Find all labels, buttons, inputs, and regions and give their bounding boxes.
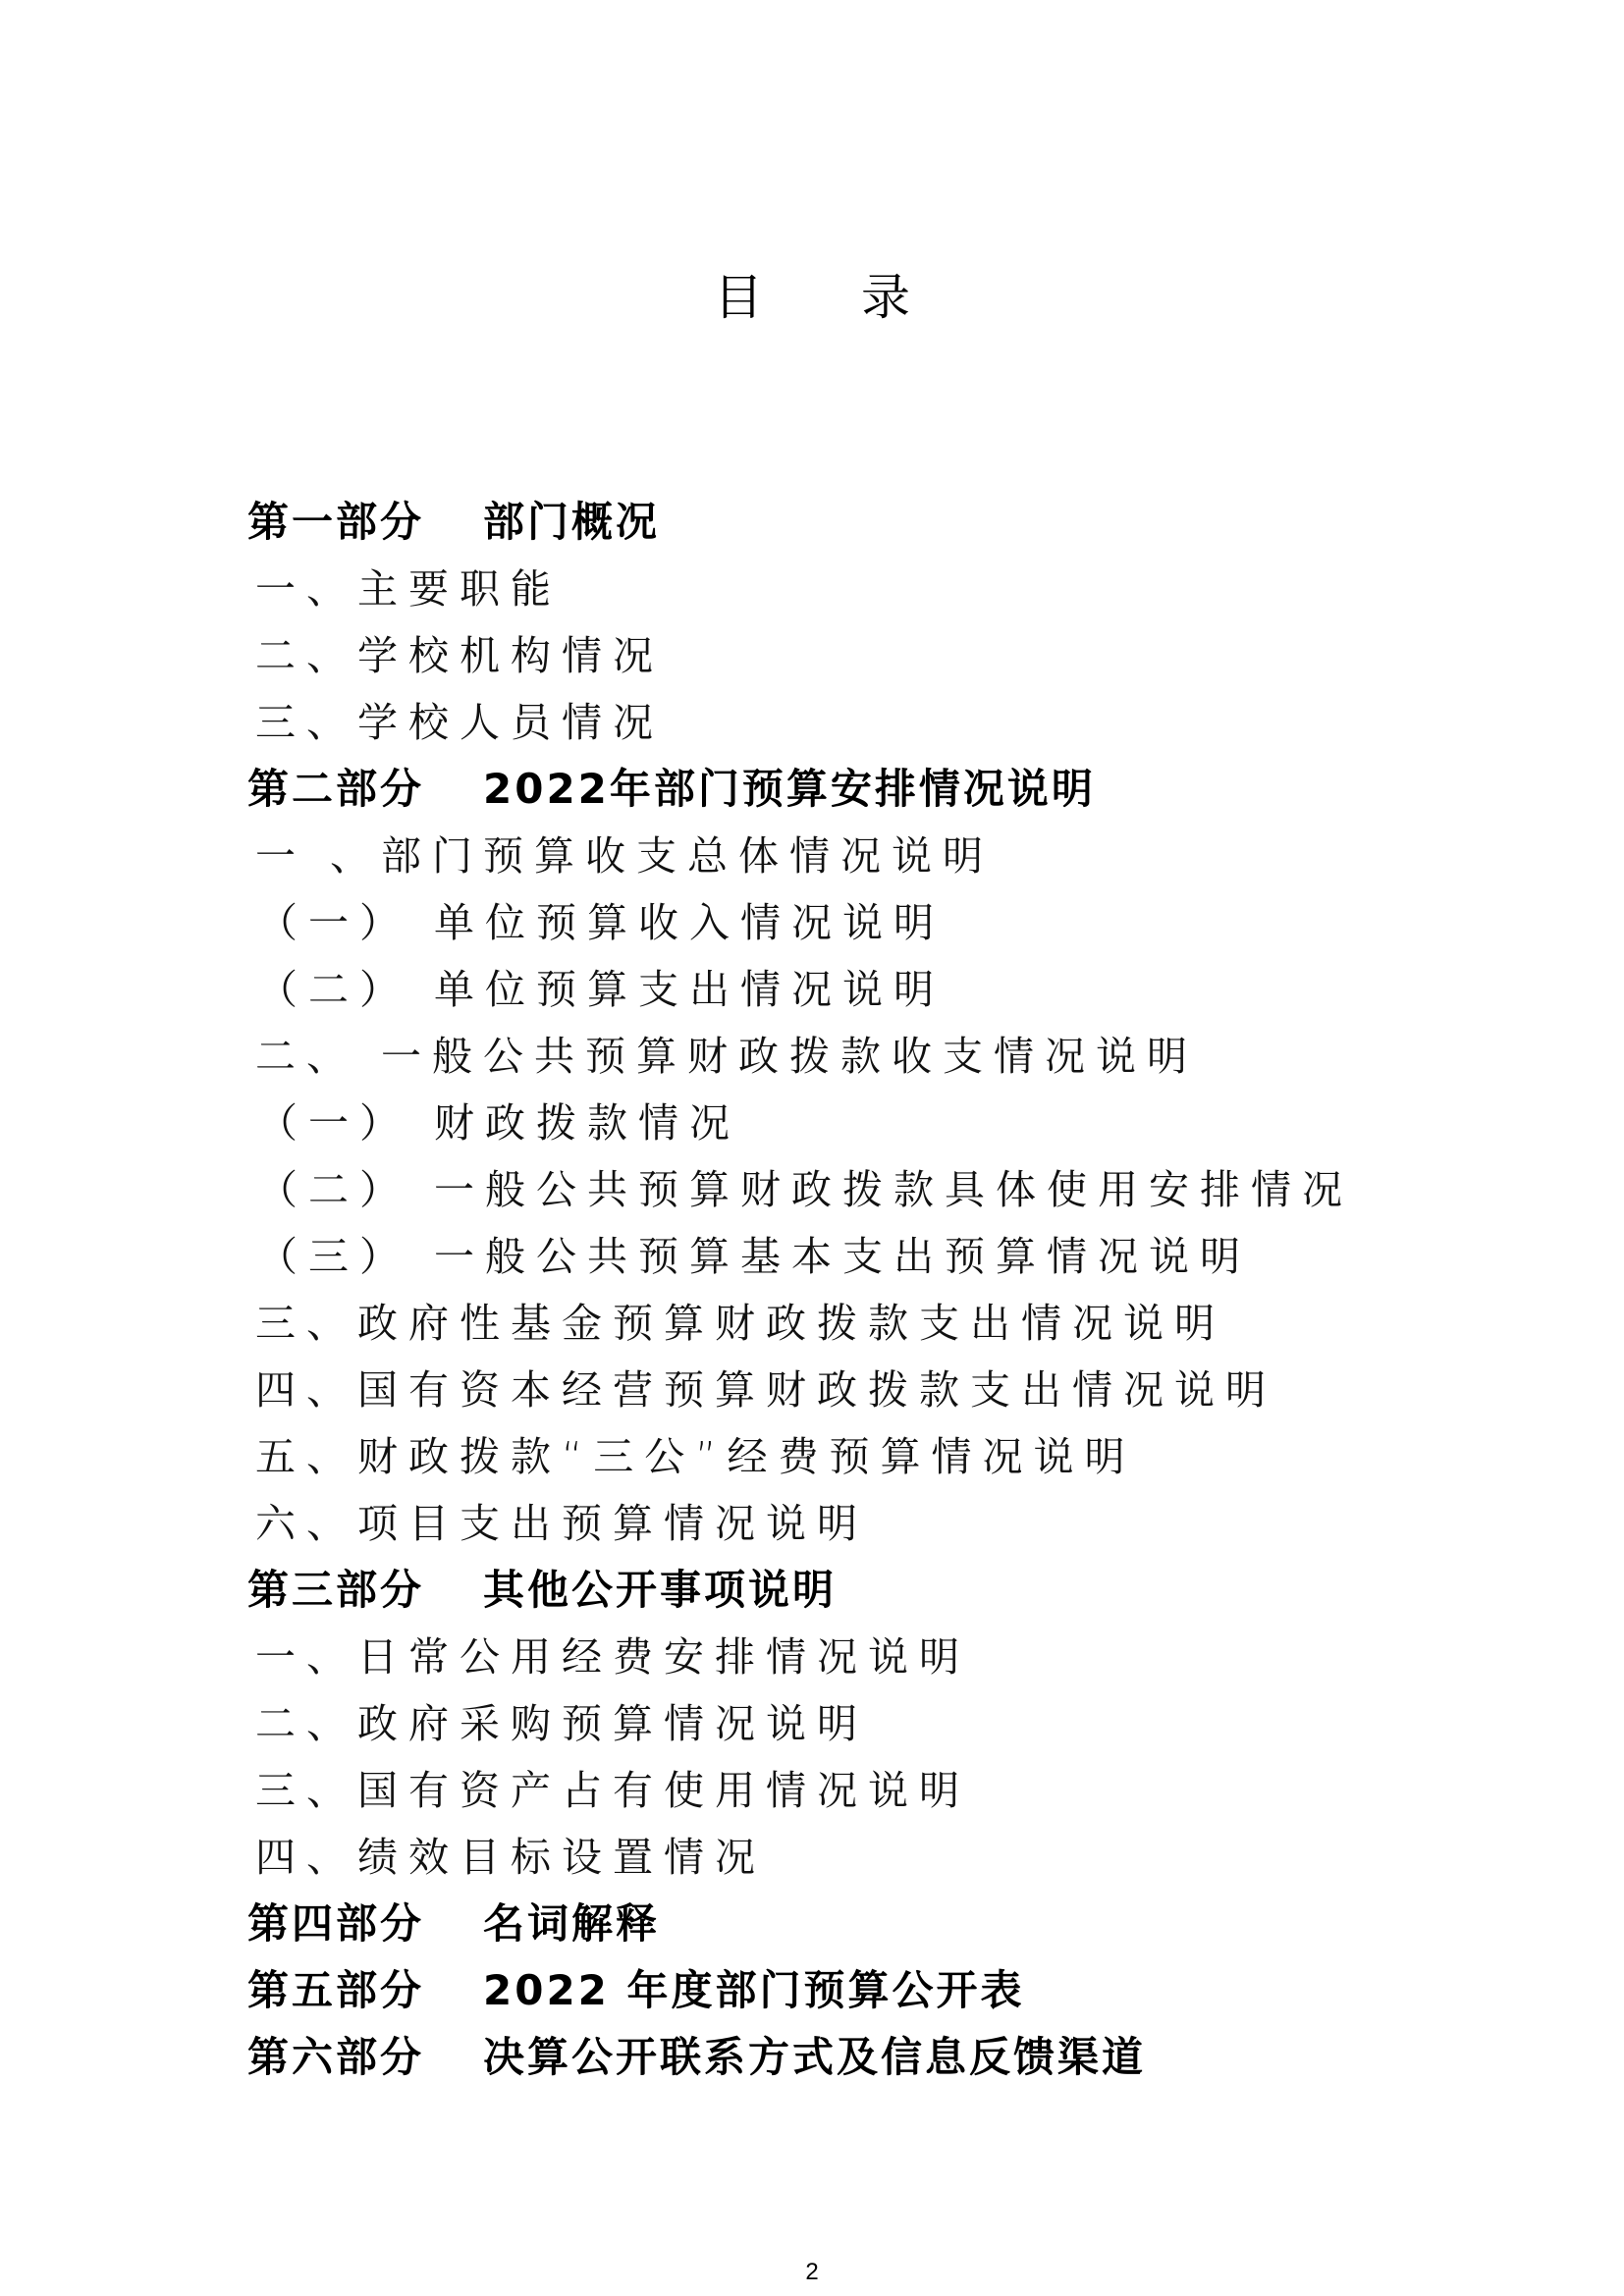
part-number: 第六部分 [247, 2033, 425, 2081]
toc-item [255, 1027, 1198, 1086]
toc-item-text: 三、国有资产占有使用情况说明 [255, 1767, 970, 1814]
page-number: 2 [805, 2259, 819, 2285]
toc-item [255, 693, 664, 752]
part-title: 名词解释 [483, 1899, 661, 1948]
toc-item-text: （一） 财政拨款情况 [257, 1099, 741, 1147]
part-number: 第三部分 [247, 1566, 425, 1614]
toc-part-heading [247, 760, 1096, 819]
toc-part-heading [247, 1561, 837, 1620]
toc-item [255, 1694, 868, 1753]
toc-item [255, 1361, 1276, 1419]
part-title: 其他公开事项说明 [483, 1566, 838, 1614]
toc-item-text: 四、绩效目标设置情况 [255, 1834, 766, 1881]
toc-item [255, 1427, 1135, 1486]
toc-item-text: 二、政府采购预算情况说明 [255, 1700, 868, 1747]
toc-item-text: 一 、部门预算收支总体情况说明 [255, 832, 995, 880]
part-title: 决算公开联系方式及信息反馈渠道 [483, 2033, 1147, 2081]
toc-item-text: 二、学校机构情况 [255, 632, 664, 679]
toc-item-text: 三、政府性基金预算财政拨款支出情况说明 [255, 1300, 1225, 1347]
part-number: 第五部分 [247, 1966, 425, 2014]
toc-item [257, 893, 945, 952]
toc-item [255, 1828, 766, 1887]
toc-item-text: 六、项目支出预算情况说明 [255, 1500, 868, 1547]
part-number: 第四部分 [247, 1899, 425, 1948]
toc-part-heading [247, 1895, 660, 1953]
part-number: 第一部分 [247, 498, 425, 546]
toc-item [257, 1160, 1353, 1219]
toc-item [255, 1294, 1225, 1353]
toc-part-heading [247, 1961, 1025, 2020]
toc-item-text: （三） 一般公共预算基本支出预算情况说明 [257, 1233, 1252, 1280]
toc-part-heading [247, 493, 660, 552]
page-title: 目 录 [714, 269, 951, 326]
part-number: 第二部分 [247, 765, 425, 813]
toc-item [257, 960, 945, 1019]
part-title: 2022年部门预算安排情况说明 [483, 765, 1096, 813]
toc-item-text: 一、主要职能 [255, 565, 562, 613]
toc-item [255, 560, 562, 618]
toc-item-text: （二） 单位预算支出情况说明 [257, 966, 946, 1013]
toc-item [255, 1761, 970, 1820]
toc-item-text: （一） 单位预算收入情况说明 [257, 899, 946, 946]
toc-part-heading [247, 2028, 1146, 2087]
toc-item [255, 1494, 868, 1553]
toc-item-text: 四、国有资本经营预算财政拨款支出情况说明 [255, 1366, 1276, 1414]
toc-item-text: 一、日常公用经费安排情况说明 [255, 1633, 970, 1681]
toc-item [255, 626, 664, 685]
part-title: 2022 年度部门预算公开表 [483, 1966, 1025, 2014]
toc-item [257, 1227, 1251, 1286]
toc-item-text: 五、财政拨款“三公”经费预算情况说明 [255, 1433, 1136, 1480]
toc-item-text: 二、 一般公共预算财政拨款收支情况说明 [255, 1033, 1199, 1080]
toc-item [255, 827, 994, 885]
toc-item-text: 三、学校人员情况 [255, 699, 664, 746]
toc-item [255, 1628, 970, 1686]
toc-item-text: （二） 一般公共预算财政拨款具体使用安排情况 [257, 1166, 1354, 1213]
toc-item [257, 1094, 740, 1152]
part-title: 部门概况 [483, 498, 661, 546]
